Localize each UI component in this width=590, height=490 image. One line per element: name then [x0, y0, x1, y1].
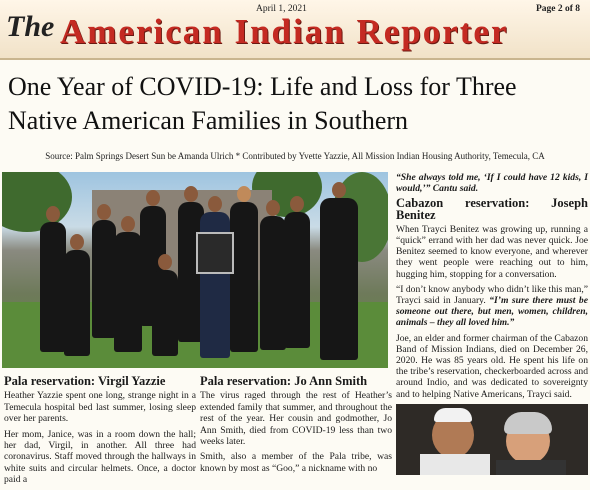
paragraph: The virus raged through the rest of Heather’s extended family that summer, and throughout the rest of the year. Her cousin and godmother, Jo Ann Smith, died from COVID-19 less than two weeks later.	[200, 390, 392, 448]
family-member-head	[46, 206, 60, 222]
shirt-shape	[420, 454, 490, 475]
paragraph: Heather Yazzie spent one long, strange night in a Temecula hospital bed last summer, losing sleep over her parents.	[4, 390, 196, 425]
column-jo-ann-smith	[200, 376, 392, 478]
masthead	[0, 0, 590, 60]
hair-shape	[504, 412, 552, 434]
masthead-the: The	[6, 10, 55, 43]
family-group-photo	[2, 172, 388, 368]
family-member-head	[70, 234, 84, 250]
article-headline: One Year of COVID-19: Life and Loss for Three Native American Families in Southern	[8, 72, 517, 135]
family-member-head	[290, 196, 304, 212]
family-member-head	[158, 254, 172, 270]
paragraph: Joe, an elder and former chairman of the Cabazon Band of Mission Indians, died on December 26, 2020. He was 85 years old. He spent his life on the tribe’s reservation, checkerboarded across and around Indio, and was dedicated to sovereignty and to helping Native Americans, Trayci said.	[396, 332, 588, 400]
page-number: Page 2 of 8	[535, 4, 580, 14]
family-member	[320, 198, 358, 360]
right-column	[396, 172, 588, 404]
family-member-head	[121, 216, 135, 232]
shirt-shape	[496, 460, 566, 475]
family-member	[40, 222, 66, 352]
family-member-head	[266, 200, 280, 216]
family-member-head	[184, 186, 198, 202]
paragraph	[396, 284, 588, 329]
pull-quote: “I’m sure there must be someone out there, but men, women, children, animals – they all loved him.”	[396, 295, 588, 329]
newspaper-name: American Indian Reporter	[60, 12, 509, 51]
section-title-virgil: Pala reservation: Virgil Yazzie	[4, 374, 166, 388]
elders-photo	[396, 404, 588, 475]
intro-quote: “She always told me, ‘If I could have 12 kids, I would,’” Cantu said.	[396, 172, 588, 195]
paragraph-text: “I don’t know anybody who didn’t like this man,” Trayci said in January.	[396, 283, 588, 307]
family-member	[92, 220, 116, 338]
paragraph: Smith, also a member of the Pala tribe, was known by most as “Goo,” a nickname with no	[200, 451, 392, 474]
family-member-head	[237, 186, 251, 202]
issue-date: April 1, 2021	[256, 4, 307, 14]
family-member	[64, 250, 90, 356]
paragraph: When Trayci Benitez was growing up, running a “quick” errand with her dad was never quick. Joe Benitez seemed to know everyone, and wherever they went people were reaching out to him, hugging him, stopping for a conversation.	[396, 223, 588, 280]
family-member	[284, 212, 310, 348]
family-member-head	[146, 190, 160, 206]
column-virgil-yazzie	[4, 376, 196, 490]
paragraph: Her mom, Janice, was in a room down the hall; her dad, Virgil, in another. All three had coronavirus. Staff moved through the hallways in white suits and circular helmets. Once, a doctor paid a	[4, 428, 196, 486]
article-credits: Source: Palm Springs Desert Sun be Amanda Ulrich * Contributed by Yvette Yazzie, All Mission Indian Housing Authority, Temecula, CA	[45, 151, 545, 161]
section-title-jo-ann: Pala reservation: Jo Ann Smith	[200, 374, 368, 388]
family-member-head	[208, 196, 222, 212]
family-member	[114, 232, 142, 352]
cap-shape	[434, 408, 472, 422]
family-member-head	[332, 182, 346, 198]
family-member	[152, 270, 178, 356]
family-member	[260, 216, 286, 350]
family-member-head	[97, 204, 111, 220]
section-title-cabazon: Cabazon reservation: Joseph Benitez	[396, 196, 588, 222]
memorial-portrait	[196, 232, 234, 274]
family-member	[230, 202, 258, 352]
